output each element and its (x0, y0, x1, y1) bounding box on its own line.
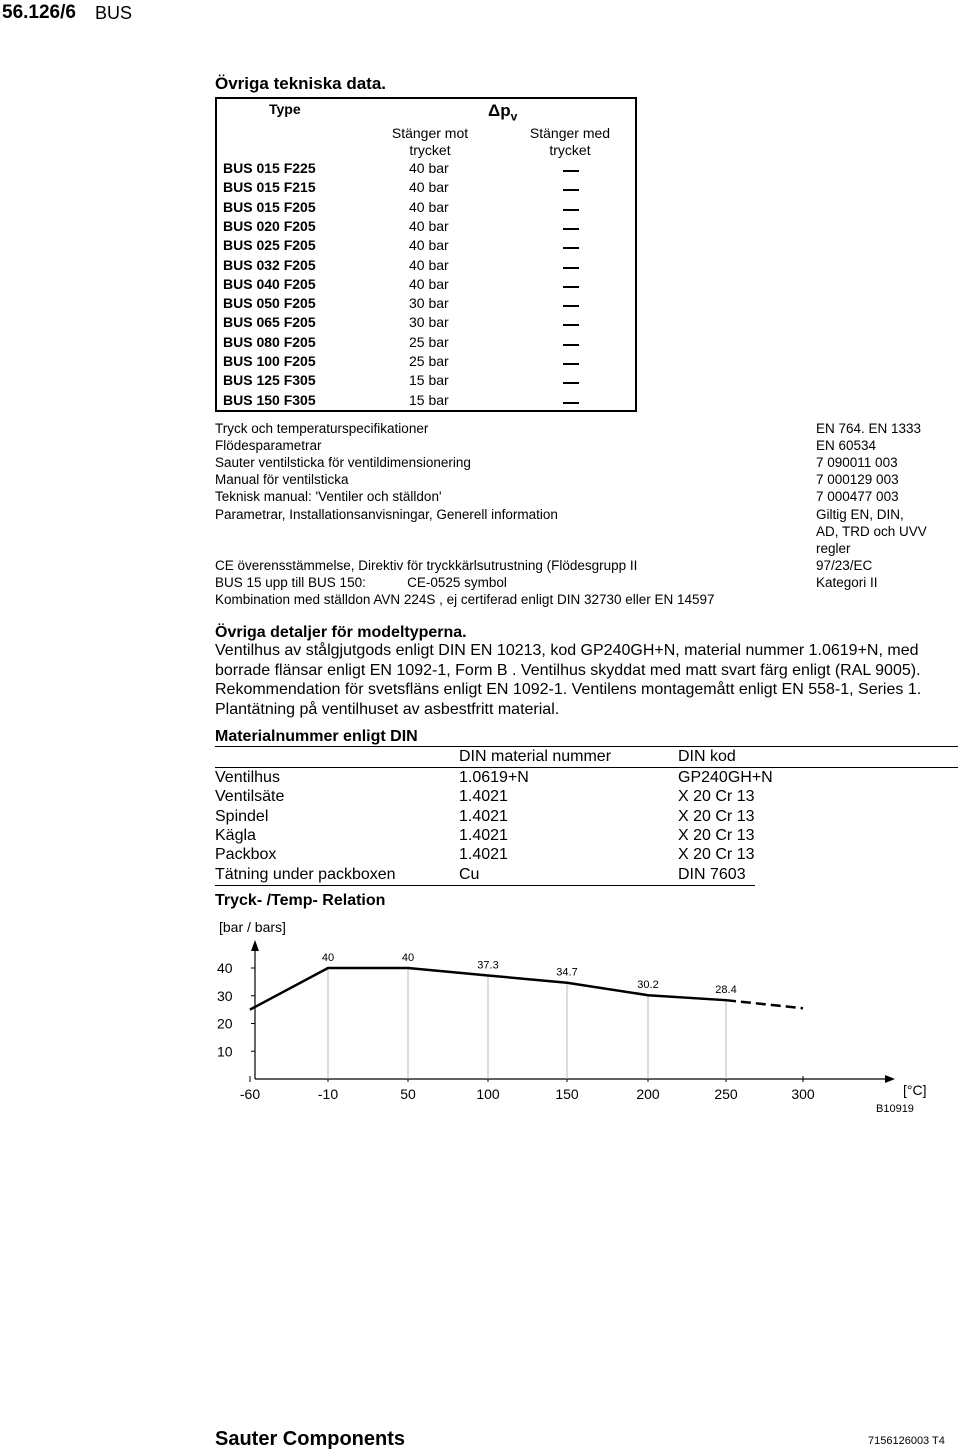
data-label: 37.3 (477, 959, 499, 972)
type-cell: BUS 100 F205 (223, 353, 316, 369)
spec-value: 7 000129 003 (816, 472, 899, 487)
x-axis-label: [°C] (903, 1082, 927, 1098)
pressure-temperature-chart (205, 935, 940, 1110)
spec-value: 7 090011 003 (816, 455, 898, 470)
din-number-cell: 1.4021 (459, 826, 508, 844)
type-cell: BUS 125 F305 (223, 372, 316, 389)
pressure-cell: 30 bar (409, 314, 449, 331)
spec-label: BUS 15 upp till BUS 150: CE-0525 symbol (215, 575, 507, 590)
table-row (217, 276, 635, 295)
type-cell: BUS 040 F205 (223, 275, 316, 292)
spec-value: AD, TRD och UVV (816, 524, 927, 539)
part-cell: Tätning under packboxen (215, 865, 396, 883)
col-closes-with-header: Stänger med trycket (529, 125, 611, 158)
dash-mark (563, 267, 579, 269)
type-cell: BUS 015 F215 (223, 179, 316, 196)
part-cell: Ventilsäte (215, 788, 285, 806)
dash-mark (563, 305, 579, 307)
y-axis-arrow (251, 940, 259, 951)
chart-title: Tryck- /Temp- Relation (215, 892, 386, 909)
table-row (217, 237, 635, 256)
dash-mark (563, 382, 579, 384)
x-tick-label: -60 (239, 1086, 261, 1102)
x-tick-label: 150 (555, 1086, 579, 1102)
table-row (217, 334, 635, 353)
dash-mark (563, 402, 579, 404)
dash-mark (563, 228, 579, 230)
spec-label: Manual för ventilsticka (215, 472, 349, 487)
y-tick-label: 40 (217, 960, 233, 976)
data-label: 34.7 (556, 966, 578, 979)
document-code: 56.126/6 (2, 2, 76, 23)
pressure-cell: 30 bar (409, 295, 449, 312)
table-row (217, 218, 635, 237)
pressure-cell: 25 bar (409, 353, 449, 369)
table-row (217, 199, 635, 218)
part-cell: Spindel (215, 807, 269, 825)
x-axis-arrow (885, 1075, 895, 1083)
details-title: Övriga detaljer för modeltyperna. (215, 624, 467, 641)
x-tick-label: 300 (791, 1086, 815, 1102)
din-number-cell: 1.4021 (459, 846, 508, 864)
spec-label: CE överensstämmelse, Direktiv för tryckkärlsutrustning (Flödesgrupp II (215, 558, 638, 573)
part-cell: Ventilhus (215, 769, 280, 786)
type-cell: BUS 020 F205 (223, 217, 316, 234)
spec-value: EN 764. EN 1333 (816, 421, 922, 436)
table-row (217, 257, 635, 276)
type-cell: BUS 015 F205 (223, 198, 316, 215)
material-title: Materialnummer enligt DIN (215, 728, 418, 745)
spec-label: Sauter ventilsticka för ventildimensionering (215, 455, 471, 470)
series-line-dashed (726, 1000, 803, 1008)
din-code-cell: X 20 Cr 13 (678, 788, 755, 806)
spec-label: Flödesparametrar (215, 438, 322, 453)
data-label: 40 (401, 952, 415, 964)
pressure-cell: 40 bar (409, 275, 449, 292)
dash-mark (563, 209, 579, 211)
din-code-cell: DIN 7603 (678, 865, 746, 883)
spec-value: 7 000477 003 (816, 489, 899, 504)
pressure-cell: 15 bar (409, 391, 449, 408)
type-cell: BUS 025 F205 (223, 237, 316, 254)
col-dp-header: $\Delta p_v$ (488, 101, 518, 124)
dash-mark (563, 247, 579, 249)
col-din-number-header: DIN material nummer (459, 748, 612, 765)
pressure-cell: 40 bar (409, 217, 449, 234)
spec-label: Kombination med ställdon AVN 224S , ej certiferad enligt DIN 32730 eller EN 14597 (215, 592, 715, 607)
type-cell: BUS 050 F205 (223, 295, 316, 312)
din-number-cell: 1.0619+N (459, 769, 529, 786)
pressure-cell: 40 bar (409, 198, 449, 215)
pressure-cell: 40 bar (409, 237, 449, 254)
dash-mark (563, 363, 579, 365)
x-tick-label: 50 (400, 1086, 416, 1102)
col-closes-against-header: Stänger mot trycket (391, 125, 469, 158)
x-tick-label: 200 (636, 1086, 660, 1102)
din-code-cell: X 20 Cr 13 (678, 807, 755, 825)
type-cell: BUS 080 F205 (223, 333, 316, 350)
x-tick-label: -10 (317, 1086, 339, 1102)
data-label: 28.4 (715, 984, 737, 997)
spec-value: Kategori II (816, 575, 878, 590)
col-type-header: Type (269, 101, 301, 117)
dash-mark (563, 324, 579, 326)
din-code-cell: GP240GH+N (678, 769, 773, 786)
dash-mark (563, 344, 579, 346)
y-tick-label: 20 (217, 1015, 233, 1032)
divider (215, 885, 755, 886)
pressure-cell: 40 bar (409, 160, 449, 176)
section-title: Övriga tekniska data. (215, 74, 387, 93)
brand-name: Sauter Components (215, 1428, 406, 1450)
data-label: 30.2 (637, 979, 659, 992)
x-tick-label: 250 (714, 1086, 738, 1102)
col-din-code-header: DIN kod (678, 748, 736, 765)
table-row (217, 295, 635, 314)
dash-mark (563, 189, 579, 191)
type-cell: BUS 065 F205 (223, 314, 316, 331)
din-code-cell: X 20 Cr 13 (678, 846, 755, 864)
part-cell: Packbox (215, 846, 277, 864)
pressure-cell: 40 bar (409, 179, 449, 196)
data-label: 40 (321, 952, 335, 964)
y-tick-label: 10 (217, 1043, 233, 1060)
table-row (217, 160, 635, 179)
y-tick-label: 30 (217, 987, 233, 1004)
pressure-cell: 40 bar (409, 256, 449, 273)
pressure-cell: 25 bar (409, 333, 449, 350)
table-row (217, 353, 635, 372)
din-code-cell: X 20 Cr 13 (678, 826, 755, 844)
spec-label: Tryck och temperaturspecifikationer (215, 421, 429, 436)
spec-value: 97/23/EC (816, 558, 873, 573)
footer-code: 7156126003 T4 (868, 1435, 945, 1447)
divider (215, 767, 958, 768)
dash-mark (563, 170, 579, 172)
spec-label: Parametrar, Installationsanvisningar, Generell information (215, 507, 558, 522)
chart-code: B10919 (876, 1103, 914, 1115)
table-row (217, 179, 635, 198)
y-axis-label: [bar / bars] (219, 919, 286, 935)
x-tick-label: 100 (476, 1086, 500, 1102)
details-text: Ventilhus av stålgjutgods enligt DIN EN 10213, kod GP240GH+N, material nummer 1.0619+N, med borrade flänsar enligt EN 1092-1, Form B . Ventilhus skyddat med matt svart färg enligt (RAL 9005). Rekommendation för svetsfläns enligt EN 1092-1. Ventilens montagemått enligt EN 558-1, Series 1. Plantätning på ventilhuset av asbestfritt material. (215, 642, 922, 719)
type-cell: BUS 032 F205 (223, 256, 316, 273)
type-pressure-table (215, 97, 637, 412)
table-row (217, 372, 635, 391)
spec-value: Giltig EN, DIN, (816, 507, 904, 522)
table-row (217, 314, 635, 333)
table-row (217, 392, 635, 411)
part-cell: Kägla (215, 826, 256, 844)
spec-value: regler (816, 541, 851, 556)
spec-label: Teknisk manual: 'Ventiler och ställdon' (215, 489, 442, 504)
product-name: BUS (95, 3, 133, 23)
spec-value: EN 60534 (816, 438, 877, 453)
pressure-cell: 15 bar (409, 372, 449, 389)
din-number-cell: Cu (459, 865, 480, 883)
divider (215, 746, 958, 747)
din-number-cell: 1.4021 (459, 788, 508, 806)
din-number-cell: 1.4021 (459, 807, 508, 825)
type-cell: BUS 150 F305 (223, 391, 316, 408)
dash-mark (563, 286, 579, 288)
type-cell: BUS 015 F225 (223, 160, 316, 176)
